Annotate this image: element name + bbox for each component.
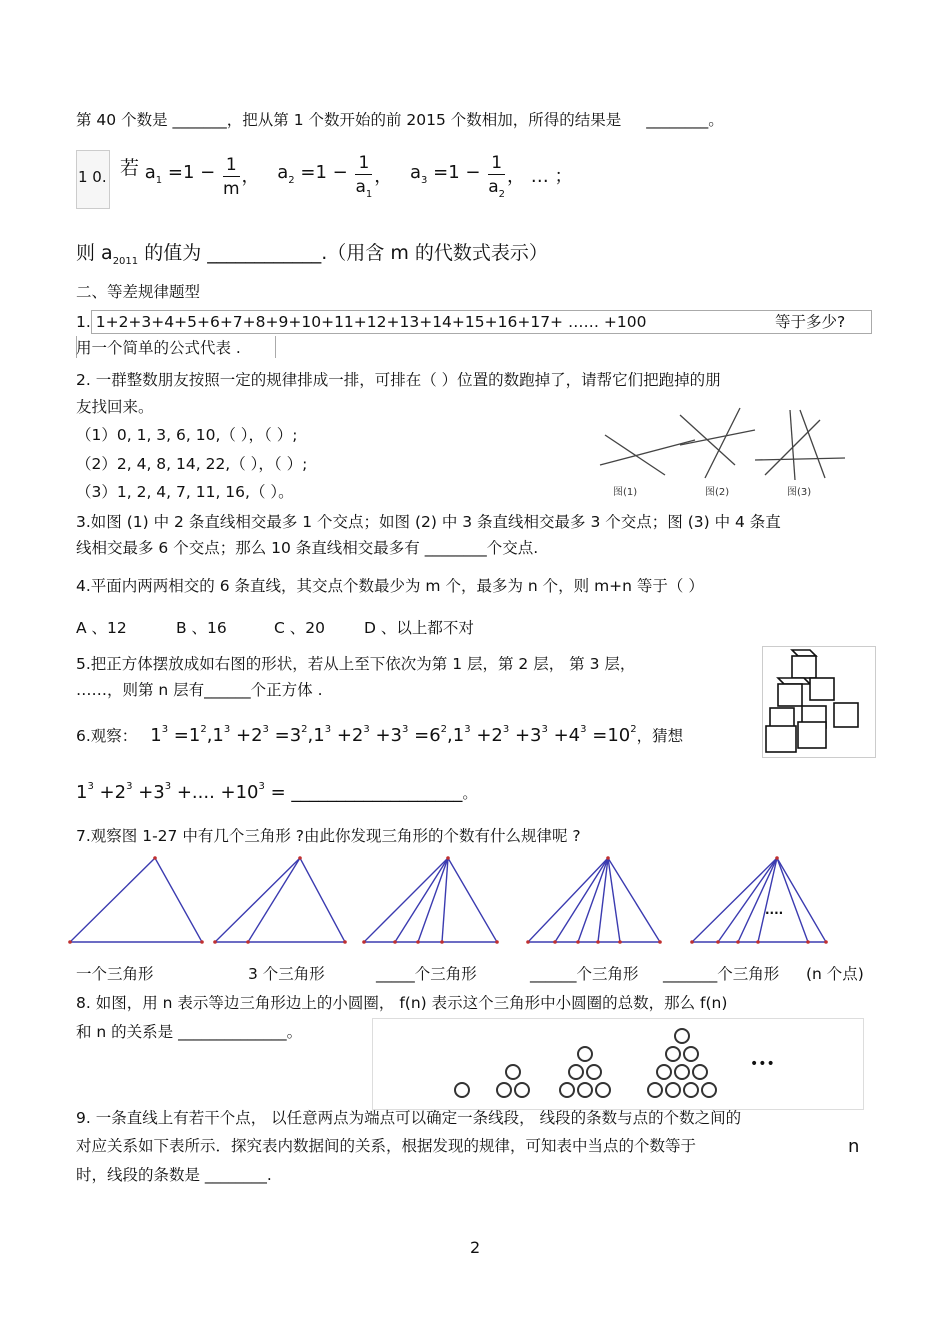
q9-line1: 9. 一条直线上有若干个点， 以任意两点为端点可以确定一条线段， 线段的条数与点的个数之间的 — [76, 1109, 742, 1127]
q2-line2: 友找回来。 — [76, 398, 154, 416]
q7-label-1: 一个三角形 — [76, 965, 154, 983]
fig-label-1: 图(1) — [613, 487, 638, 498]
q2-item-3: （3）1, 2, 4, 7, 11, 16,（ ）。 — [76, 483, 294, 501]
q4-option-d: D 、以上都不对 — [364, 619, 474, 637]
fig-label-3: 图(3) — [787, 487, 812, 498]
circles-ellipsis: ••• — [750, 1056, 775, 1072]
q4-line1: 4.平面内两两相交的 6 条直线，其交点个数最少为 m 个，最多为 n 个，则 m+n 等于（ ） — [76, 577, 704, 595]
q8-line1: 8. 如图，用 n 表示等边三角形边上的小圆圈， f(n) 表示这个三角形中小圆圈的总数，那么 f(n) — [76, 994, 728, 1012]
q6-line2: $1^3 +2^3 +3^3$ +.... $+10^3$ = ___________________。 — [76, 781, 478, 803]
q1-text: 1. 1+2+3+4+5+6+7+8+9+10+11+12+13+14+15+16+17+ …… +100 — [76, 313, 647, 331]
q6-line1 — [76, 724, 683, 746]
q9-line3: 时，线段的条数是 ________. — [76, 1166, 272, 1184]
q1-line2: 用一个简单的公式代表 . — [76, 339, 241, 357]
q8-line2: 和 n 的关系是 ______________。 — [76, 1023, 303, 1041]
fraction-1-over-m: $\frac{1}{m}$ — [222, 154, 240, 199]
cube-stack-figure — [764, 648, 874, 756]
q7-line1: 7.观察图 1-27 中有几个三角形 ?由此你发现三角形的个数有什么规律呢 ? — [76, 827, 581, 845]
q2-item-2: （2）2, 4, 8, 14, 22,（ ），（ ）; — [76, 455, 308, 473]
q4-option-b: B 、16 — [176, 619, 227, 637]
q7-label-2: 3 个三角形 — [248, 965, 325, 983]
a2-term: $a_2 =1$ − — [277, 162, 348, 186]
line-40th-number — [76, 110, 724, 130]
line1-text: 第 40 个数是 — [76, 111, 168, 129]
cubes-equations: $1^3 =1^2,1^3 +2^3 =3^2,1^3 +2^3 +3^3 =6^2,1^3 +2^3 +3^3 +4^3 =10^2$ — [150, 724, 637, 746]
triangles-figure — [0, 850, 950, 950]
section-title: 二、等差规律题型 — [76, 283, 201, 301]
blank: ___________________ — [291, 782, 463, 803]
q3-line2: 线相交最多 6 个交点；那么 10 条直线相交最多有 ________个交点. — [76, 539, 539, 557]
q4-option-a: A 、12 — [76, 619, 127, 637]
q3-line1: 3.如图 (1) 中 2 条直线相交最多 1 个交点；如图 (2) 中 3 条直线相交最多 3 个交点；图 (3) 中 4 条直 — [76, 513, 781, 531]
q9-n: n — [848, 1136, 860, 1157]
q5-line1: 5.把正方体摆放成如右图的形状，若从上至下依次为第 1 层，第 2 层， 第 3 层， — [76, 655, 636, 673]
fraction-1-over-a1: $\frac{1}{a_1}$ — [355, 153, 373, 200]
q6-prefix: 6.观察： — [76, 727, 138, 745]
q5-line2: ……，则第 n 层有______个正方体 . — [76, 681, 323, 699]
q2-line1: 2. 一群整数朋友按照一定的规律排成一排，可排在（ ）位置的数跑掉了，请帮它们把跑掉的朋 — [76, 371, 721, 389]
q7-label-5: _______个三角形 — [663, 965, 780, 983]
end-mark: 。 — [708, 111, 724, 129]
q7-label-4: ______个三角形 — [530, 965, 639, 983]
ellipsis-dots: .... — [765, 903, 784, 917]
q4-option-c: C 、20 — [274, 619, 325, 637]
q9-line2: 对应关系如下表所示．探究表内数据间的关系，根据发现的规律，可知表中当点的个数等于 — [76, 1137, 697, 1155]
fig-label-2: 图(2) — [705, 487, 730, 498]
line1-text-b: ，把从第 1 个数开始的前 2015 个数相加，所得的结果是 — [226, 111, 622, 129]
q10-formula: 若 $a_1 =1$ − $\frac{1}{m}$ ， $a_2 =1$ − $\frac{1}{a_1}$ ， $a_3 =1$ − $\frac{1}{a_2}$ ， … ； — [120, 153, 573, 200]
a3-term: $a_3 =1$ − — [410, 162, 481, 186]
q10-line2: 则 $a_{2011}$ 的值为 ____________.（用含 m 的代数式表示） — [76, 242, 548, 267]
circles-triangle-figure — [372, 1018, 862, 1108]
ruo-text: 若 — [120, 157, 140, 179]
q7-label-3: _____个三角形 — [376, 965, 477, 983]
fraction-1-over-a2: $\frac{1}{a_2}$ — [488, 153, 506, 200]
q1-tail: 等于多少? — [775, 313, 846, 331]
blank: ________ — [646, 111, 709, 129]
q7-label-6: (n 个点) — [806, 965, 864, 983]
intersecting-lines-figure — [595, 400, 855, 500]
blank: _______ — [172, 111, 227, 129]
q6-guess: ，猜想 — [636, 727, 684, 745]
q10-number: 1 0. — [78, 168, 107, 186]
q2-item-1: （1）0, 1, 3, 6, 10,（ ），（ ）; — [76, 426, 298, 444]
page-number: 2 — [470, 1238, 481, 1257]
a1-term: $a_1 =1$ − — [144, 162, 216, 186]
